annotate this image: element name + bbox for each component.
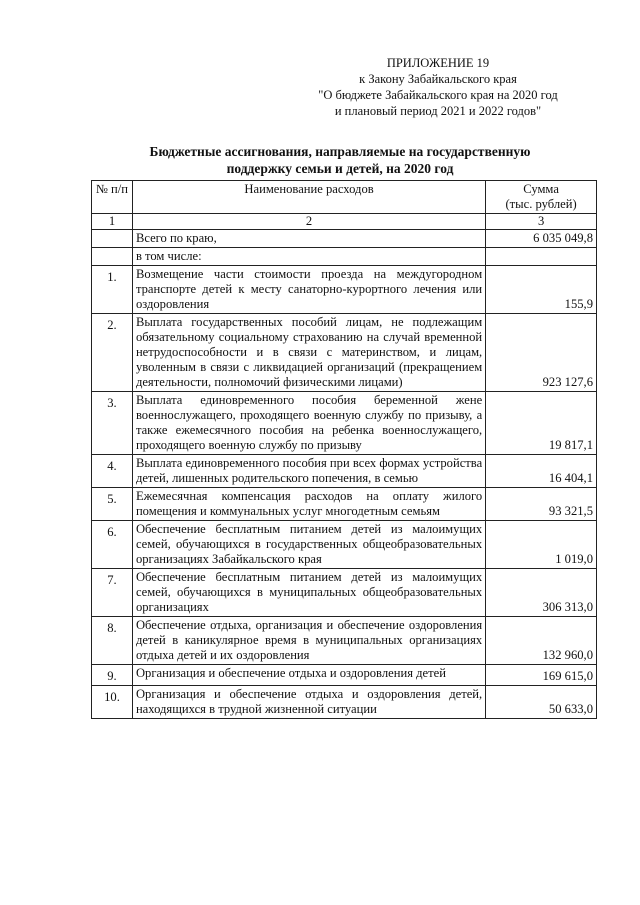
row-number: 7.	[92, 569, 133, 617]
table-row	[92, 266, 597, 314]
index-cell: 1	[92, 214, 133, 230]
table-row	[92, 617, 597, 665]
row-amount: 1 019,0	[486, 521, 597, 569]
row-number: 1.	[92, 266, 133, 314]
row-expense-name: Выплата государственных пособий лицам, не подлежащим обязательному социальному страхованию на случай временной нетрудоспособности и в связи с материнством, и лицам, уволенным в связи с ликвидацией организаций (прекращением деятельности, полномочий физическими лицами)	[132, 314, 485, 392]
index-cell: 2	[132, 214, 485, 230]
table-row	[92, 569, 597, 617]
table-row	[92, 665, 597, 686]
total-row	[92, 230, 597, 248]
row-number: 4.	[92, 455, 133, 488]
row-expense-name: Организация и обеспечение отдыха и оздоровления детей	[132, 665, 485, 686]
total-label: Всего по краю,	[132, 230, 485, 248]
header-name: Наименование расходов	[132, 181, 485, 214]
appendix-title: ПРИЛОЖЕНИЕ 19	[386, 56, 490, 70]
row-expense-name: Выплата единовременного пособия при всех формах устройства детей, лишенных родительского попечения, в семью	[132, 455, 485, 488]
row-expense-name: Ежемесячная компенсация расходов на оплату жилого помещения и коммунальных услуг многодетным семьям	[132, 488, 485, 521]
document-title-line-2: поддержку семьи и детей, на 2020 год	[226, 161, 454, 176]
header-sum-unit: (тыс. рублей)	[505, 197, 577, 211]
row-number: 8.	[92, 617, 133, 665]
appendix-law-ref: к Закону Забайкальского края	[359, 72, 517, 86]
appendix-header	[288, 55, 588, 119]
row-number: 5.	[92, 488, 133, 521]
table-row	[92, 488, 597, 521]
appendix-law-name: "О бюджете Забайкальского края на 2020 год	[318, 88, 558, 102]
document-title	[120, 143, 560, 177]
row-number: 6.	[92, 521, 133, 569]
index-row	[92, 214, 597, 230]
row-amount: 132 960,0	[486, 617, 597, 665]
including-label: в том числе:	[132, 248, 485, 266]
row-expense-name: Возмещение части стоимости проезда на междугородном транспорте детей к месту санаторно-курортного лечения или оздоровления	[132, 266, 485, 314]
including-row	[92, 248, 597, 266]
row-amount: 923 127,6	[486, 314, 597, 392]
table-row	[92, 521, 597, 569]
row-expense-name: Организация и обеспечение отдыха и оздоровления детей, находящихся в трудной жизненной ситуации	[132, 686, 485, 719]
row-number: 2.	[92, 314, 133, 392]
row-amount: 19 817,1	[486, 392, 597, 455]
document-title-line-1: Бюджетные ассигнования, направляемые на государственную	[149, 144, 531, 159]
total-value: 6 035 049,8	[486, 230, 597, 248]
row-amount: 155,9	[486, 266, 597, 314]
appendix-period: и плановый период 2021 и 2022 годов"	[334, 104, 542, 118]
header-num: № п/п	[92, 181, 133, 214]
table-row	[92, 686, 597, 719]
budget-table	[91, 180, 597, 719]
row-number: 10.	[92, 686, 133, 719]
row-number: 3.	[92, 392, 133, 455]
row-expense-name: Обеспечение бесплатным питанием детей из малоимущих семей, обучающихся в муниципальных общеобразовательных организациях	[132, 569, 485, 617]
row-expense-name: Выплата единовременного пособия беременной жене военнослужащего, проходящего военную службу по призыву, а также ежемесячного пособия на ребенка военнослужащего, проходящего военную службу по призыву	[132, 392, 485, 455]
row-number: 9.	[92, 665, 133, 686]
table-body	[92, 266, 597, 719]
including-num	[92, 248, 133, 266]
table-header-row	[92, 181, 597, 214]
row-amount: 50 633,0	[486, 686, 597, 719]
index-cell: 3	[486, 214, 597, 230]
header-sum	[486, 181, 597, 214]
row-amount: 16 404,1	[486, 455, 597, 488]
including-value	[486, 248, 597, 266]
row-amount: 169 615,0	[486, 665, 597, 686]
table-row	[92, 455, 597, 488]
table-row	[92, 314, 597, 392]
row-amount: 93 321,5	[486, 488, 597, 521]
total-num	[92, 230, 133, 248]
row-expense-name: Обеспечение бесплатным питанием детей из малоимущих семей, обучающихся в государственных общеобразовательных организациях Забайкальского края	[132, 521, 485, 569]
header-sum-label: Сумма	[523, 182, 559, 196]
table-row	[92, 392, 597, 455]
row-expense-name: Обеспечение отдыха, организация и обеспечение оздоровления детей в каникулярное время в муниципальных организациях отдыха детей и их оздоровления	[132, 617, 485, 665]
row-amount: 306 313,0	[486, 569, 597, 617]
